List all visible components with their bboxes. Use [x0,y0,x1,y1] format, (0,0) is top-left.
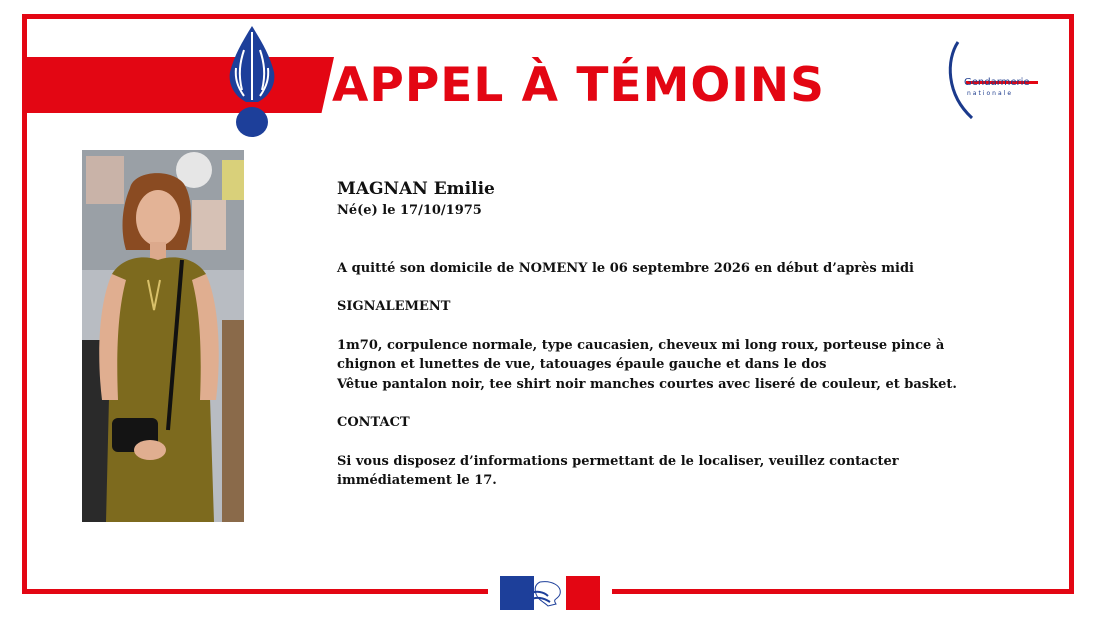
gendarmerie-flame-icon [220,22,284,140]
notice-body [337,178,997,491]
header-banner [22,57,334,113]
contact-text: Si vous disposez d’informations permettant de le localiser, veuillez contacter immédiatement le 17. [337,453,899,488]
republique-francaise-marianne-icon [500,576,600,610]
missing-person-photo [82,150,244,522]
signalement-heading: SIGNALEMENT [337,299,451,314]
contact-heading: CONTACT [337,415,410,430]
departure-text: A quitté son domicile de NOMENY le 06 septembre 2026 en début d’après midi [337,260,914,276]
description-text: 1m70, corpulence normale, type caucasien, cheveux mi long roux, porteuse pince à chignon et lunettes de vue, tatouages épaule gauche et dans le dos [337,337,945,372]
person-name: MAGNAN Emilie [337,179,495,199]
person-birthdate: Né(e) le 17/10/1975 [337,203,482,218]
logo-name: Gendarmerie [964,77,1030,88]
logo-subtitle: nationale [967,90,1014,97]
page-title: APPEL À TÉMOINS [332,58,825,113]
clothing-text: Vêtue pantalon noir, tee shirt noir manches courtes avec liseré de couleur, et basket. [337,376,957,392]
